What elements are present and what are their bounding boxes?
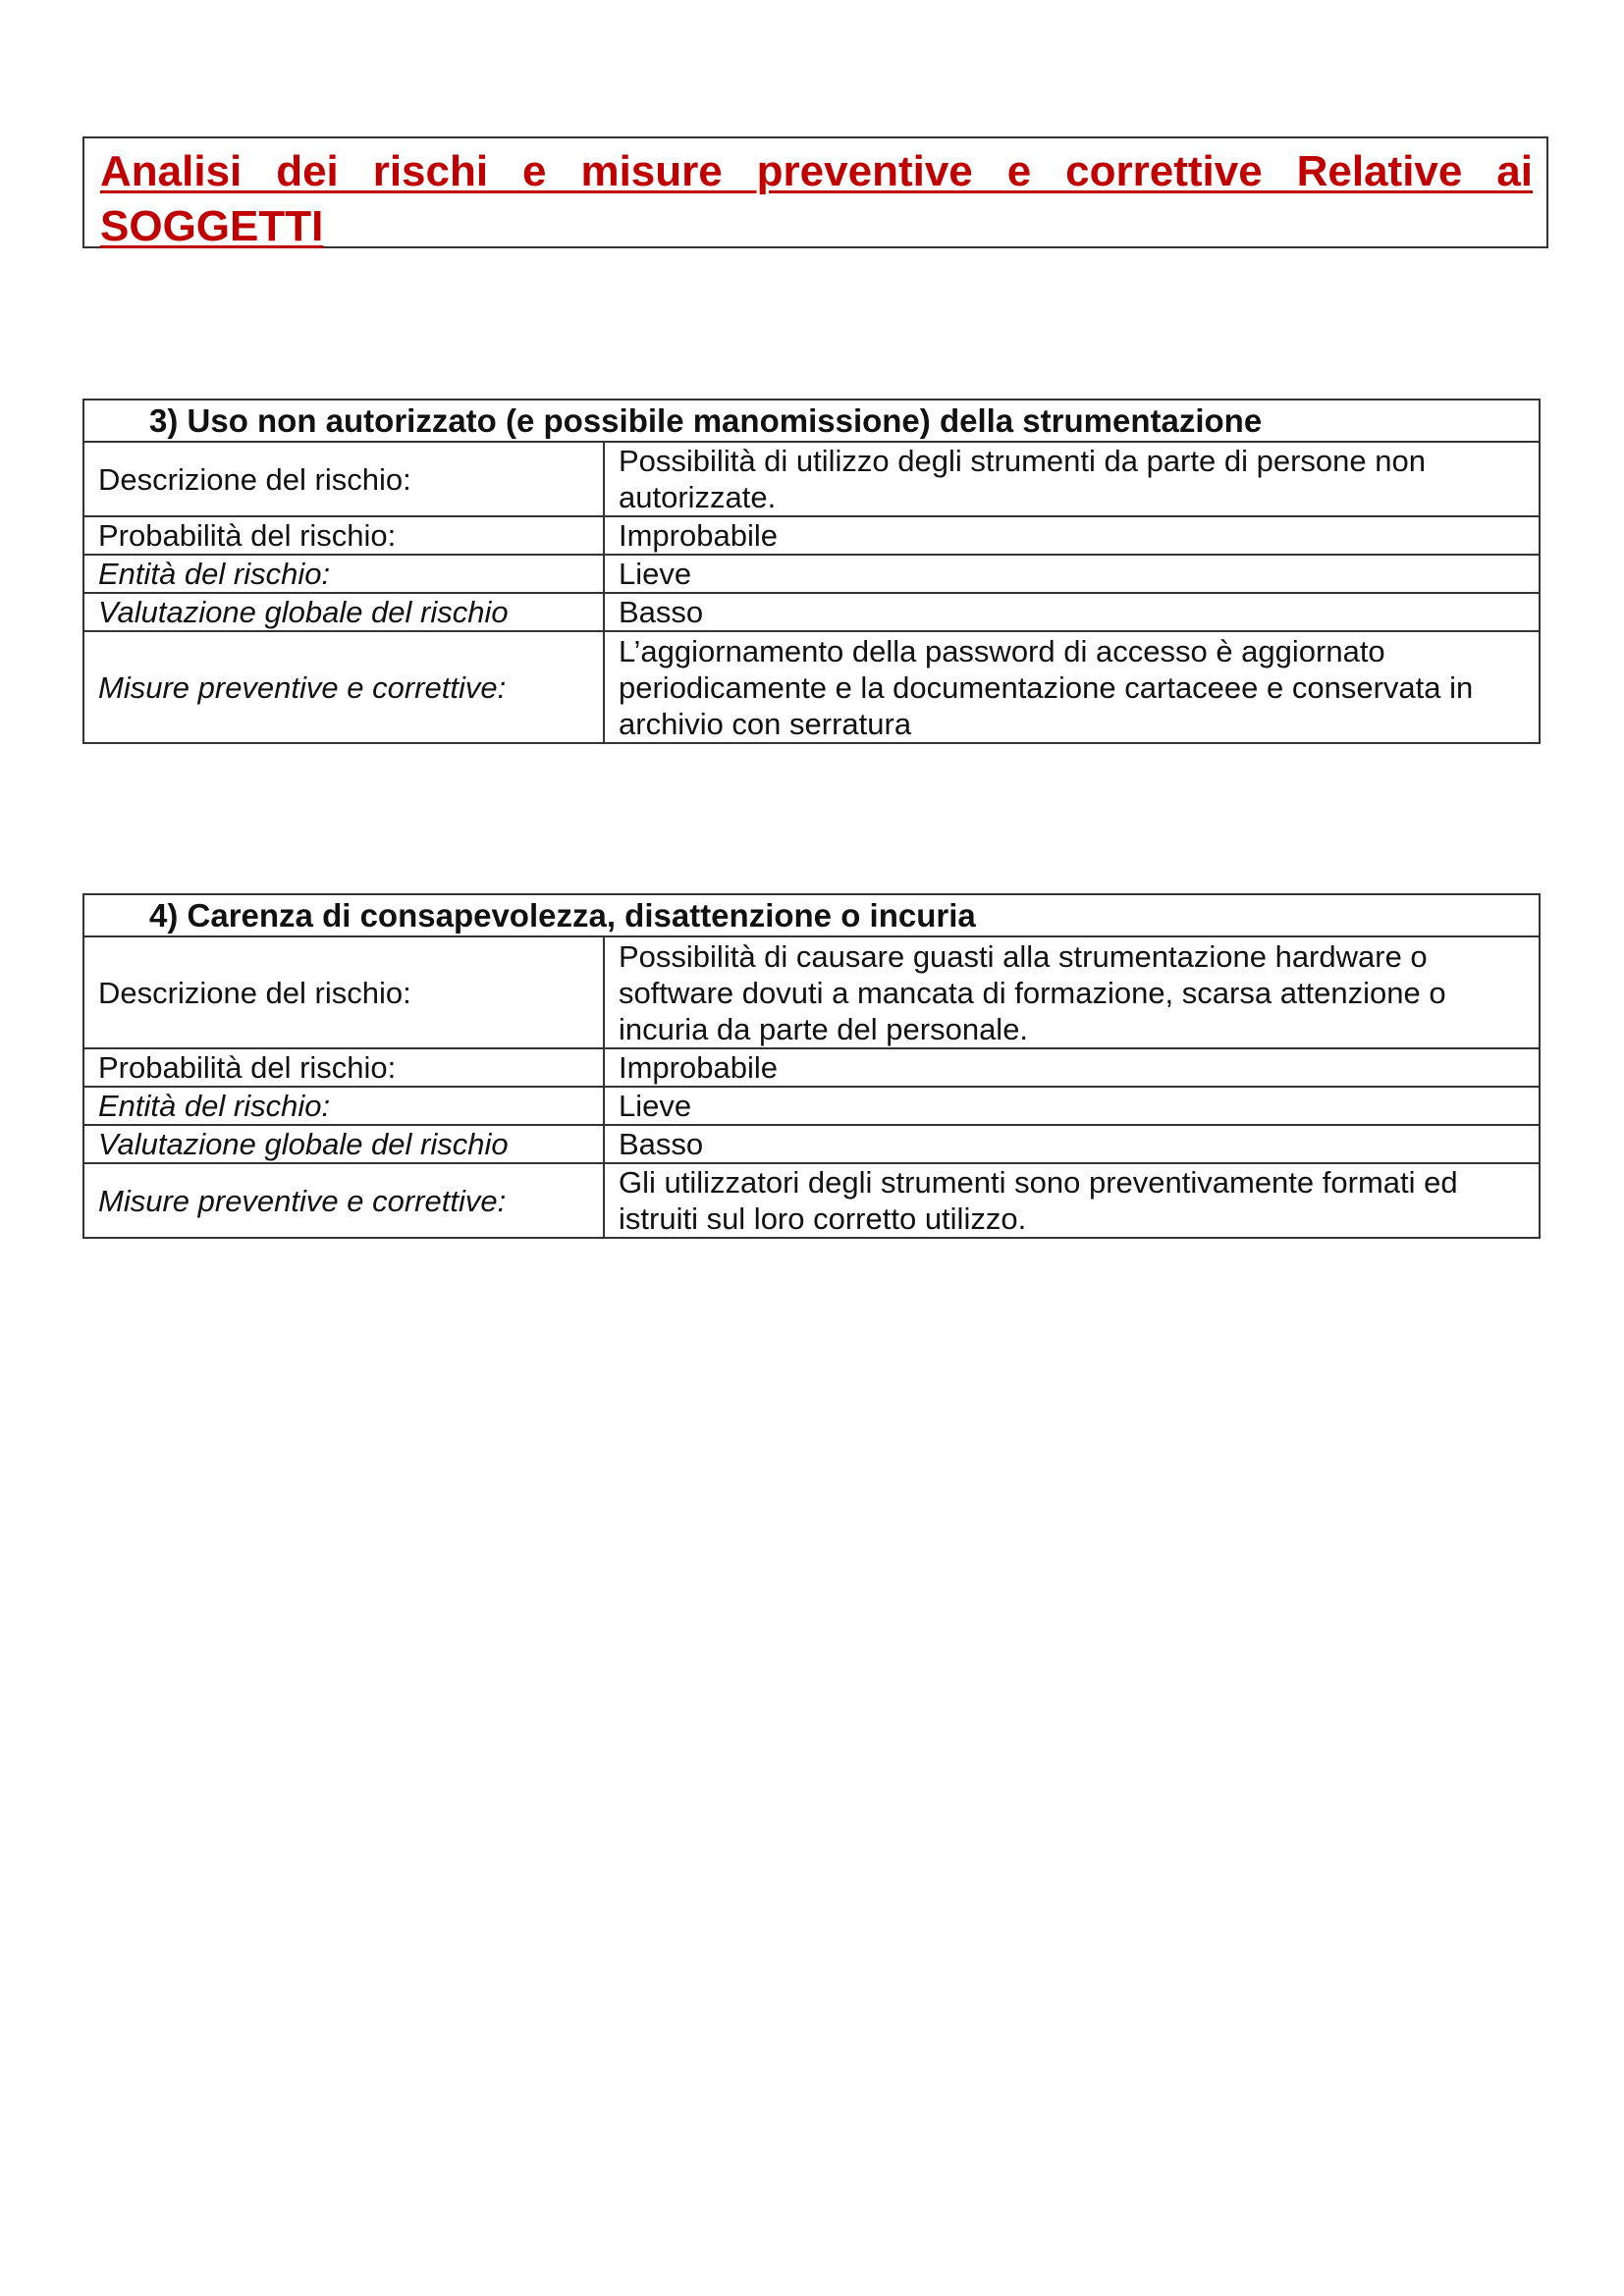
row-label: Entità del rischio:: [83, 1087, 604, 1125]
risk-table-heading: 3) Uso non autorizzato (e possibile manomissione) della strumentazione: [83, 400, 1540, 442]
title-box: [82, 136, 1548, 248]
row-label: Entità del rischio:: [83, 555, 604, 593]
row-value: Lieve: [604, 1087, 1540, 1125]
risk-table-4: [82, 893, 1541, 1239]
row-value: Possibilità di utilizzo degli strumenti da parte di persone non autorizzate.: [604, 442, 1540, 516]
table-row: [83, 555, 1540, 593]
row-label: Misure preventive e correttive:: [83, 631, 604, 743]
page-title: Analisi dei rischi e misure preventive e correttive Relative ai SOGGETTI: [100, 147, 1533, 250]
row-label: Valutazione globale del rischio: [83, 1125, 604, 1163]
row-label: Probabilità del rischio:: [83, 1048, 604, 1087]
risk-table-3: [82, 399, 1541, 744]
row-value: L’aggiornamento della password di accesso è aggiornato periodicamente e la documentazione cartaceee e conservata in archivio con serratura: [604, 631, 1540, 743]
row-label: Descrizione del rischio:: [83, 936, 604, 1048]
row-value: Basso: [604, 593, 1540, 631]
table-row: [83, 1087, 1540, 1125]
table-row: [83, 593, 1540, 631]
table-row: [83, 442, 1540, 516]
row-label: Probabilità del rischio:: [83, 516, 604, 555]
row-value: Lieve: [604, 555, 1540, 593]
table-row: [83, 1163, 1540, 1238]
row-value: Gli utilizzatori degli strumenti sono preventivamente formati ed istruiti sul loro corretto utilizzo.: [604, 1163, 1540, 1238]
table-row: [83, 1125, 1540, 1163]
table-row: [83, 1048, 1540, 1087]
row-value: Improbabile: [604, 516, 1540, 555]
row-label: Descrizione del rischio:: [83, 442, 604, 516]
table-row: [83, 936, 1540, 1048]
risk-table-heading: 4) Carenza di consapevolezza, disattenzione o incuria: [83, 894, 1540, 936]
table-row: [83, 631, 1540, 743]
table-row: [83, 516, 1540, 555]
row-value: Improbabile: [604, 1048, 1540, 1087]
row-label: Misure preventive e correttive:: [83, 1163, 604, 1238]
row-value: Possibilità di causare guasti alla strumentazione hardware o software dovuti a mancata di formazione, scarsa attenzione o incuria da parte del personale.: [604, 936, 1540, 1048]
row-label: Valutazione globale del rischio: [83, 593, 604, 631]
row-value: Basso: [604, 1125, 1540, 1163]
